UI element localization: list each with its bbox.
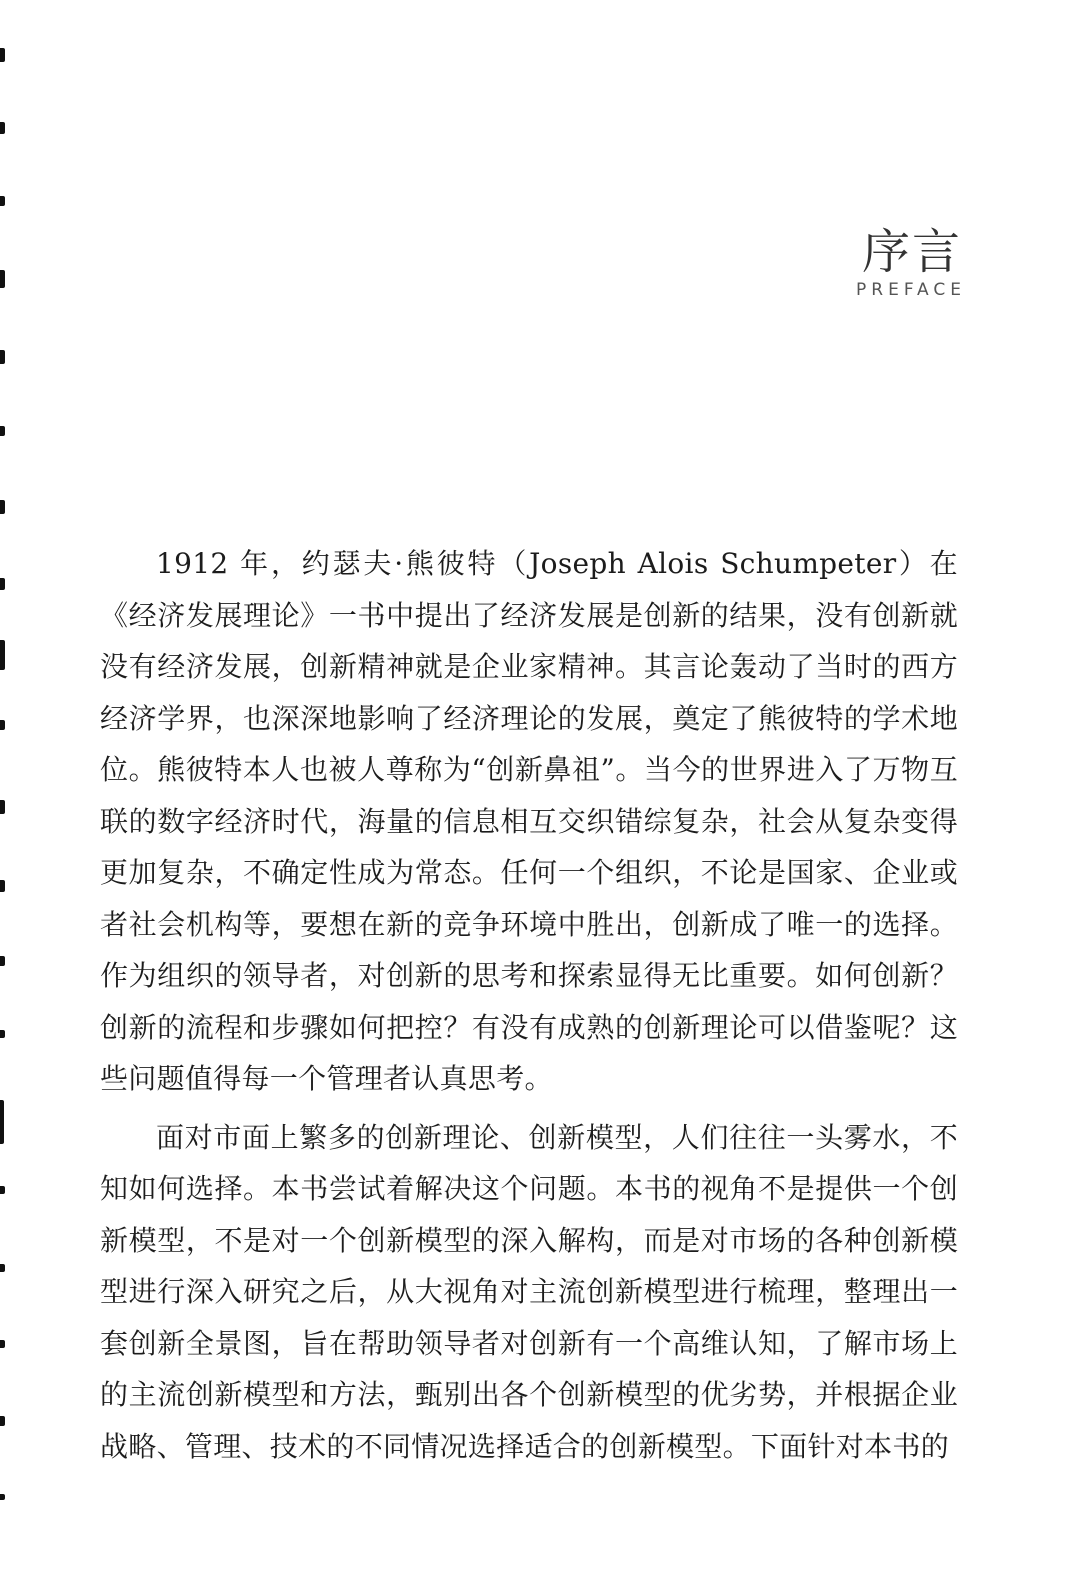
scan-edge-mark bbox=[0, 578, 5, 590]
scan-edge-mark bbox=[0, 1494, 5, 1500]
scan-edge-mark bbox=[0, 800, 5, 814]
scan-edge-mark bbox=[0, 1100, 4, 1144]
scan-edge-mark bbox=[0, 270, 5, 288]
scan-edge-mark bbox=[0, 640, 5, 670]
scan-edge-mark bbox=[0, 196, 5, 206]
scan-edge-mark bbox=[0, 350, 5, 364]
scan-edge-mark bbox=[0, 1264, 5, 1272]
scan-edge-mark bbox=[0, 956, 5, 966]
scan-edge-mark bbox=[0, 1030, 5, 1038]
scan-edge-mark bbox=[0, 1186, 5, 1194]
scan-edge-mark bbox=[0, 880, 5, 892]
page-title: 序言 bbox=[861, 224, 962, 280]
scan-edge-mark bbox=[0, 720, 5, 730]
scan-edge-mark bbox=[0, 1416, 5, 1426]
scan-edge-mark bbox=[0, 1340, 5, 1348]
scan-edge-mark bbox=[0, 48, 5, 62]
scan-edge-mark bbox=[0, 500, 5, 514]
page-subtitle: PREFACE bbox=[856, 280, 966, 300]
scan-edge-mark bbox=[0, 426, 5, 436]
paragraph: 面对市面上繁多的创新理论、创新模型，人们往往一头雾水，不知如何选择。本书尝试着解决这个问题。本书的视角不是提供一个创新模型，不是对一个创新模型的深入解构，而是对市场的各种创新模型进行深入研究之后，从大视角对主流创新模型进行梳理，整理出一套创新全景图，旨在帮助领导者对创新有一个高维认知，了解市场上的主流创新模型和方法，甄别出各个创新模型的优劣势，并根据企业战略、管理、技术的不同情况选择适合的创新模型。下面针对本书的 bbox=[100, 1120, 958, 1463]
body-text bbox=[100, 538, 958, 1472]
preface-heading bbox=[856, 222, 966, 300]
scan-edge-mark bbox=[0, 122, 5, 134]
paragraph: 1912 年，约瑟夫·熊彼特（Joseph Alois Schumpeter）在《经济发展理论》一书中提出了经济发展是创新的结果，没有创新就没有经济发展，创新精神就是企业家精神。其言论轰动了当时的西方经济学界，也深深地影响了经济理论的发展，奠定了熊彼特的学术地位。熊彼特本人也被人尊称为“创新鼻祖”。当今的世界进入了万物互联的数字经济时代，海量的信息相互交织错综复杂，社会从复杂变得更加复杂，不确定性成为常态。任何一个组织，不论是国家、企业或者社会机构等，要想在新的竞争环境中胜出，创新成了唯一的选择。作为组织的领导者，对创新的思考和探索显得无比重要。如何创新？创新的流程和步骤如何把控？有没有成熟的创新理论可以借鉴呢？这些问题值得每一个管理者认真思考。 bbox=[100, 547, 958, 1095]
